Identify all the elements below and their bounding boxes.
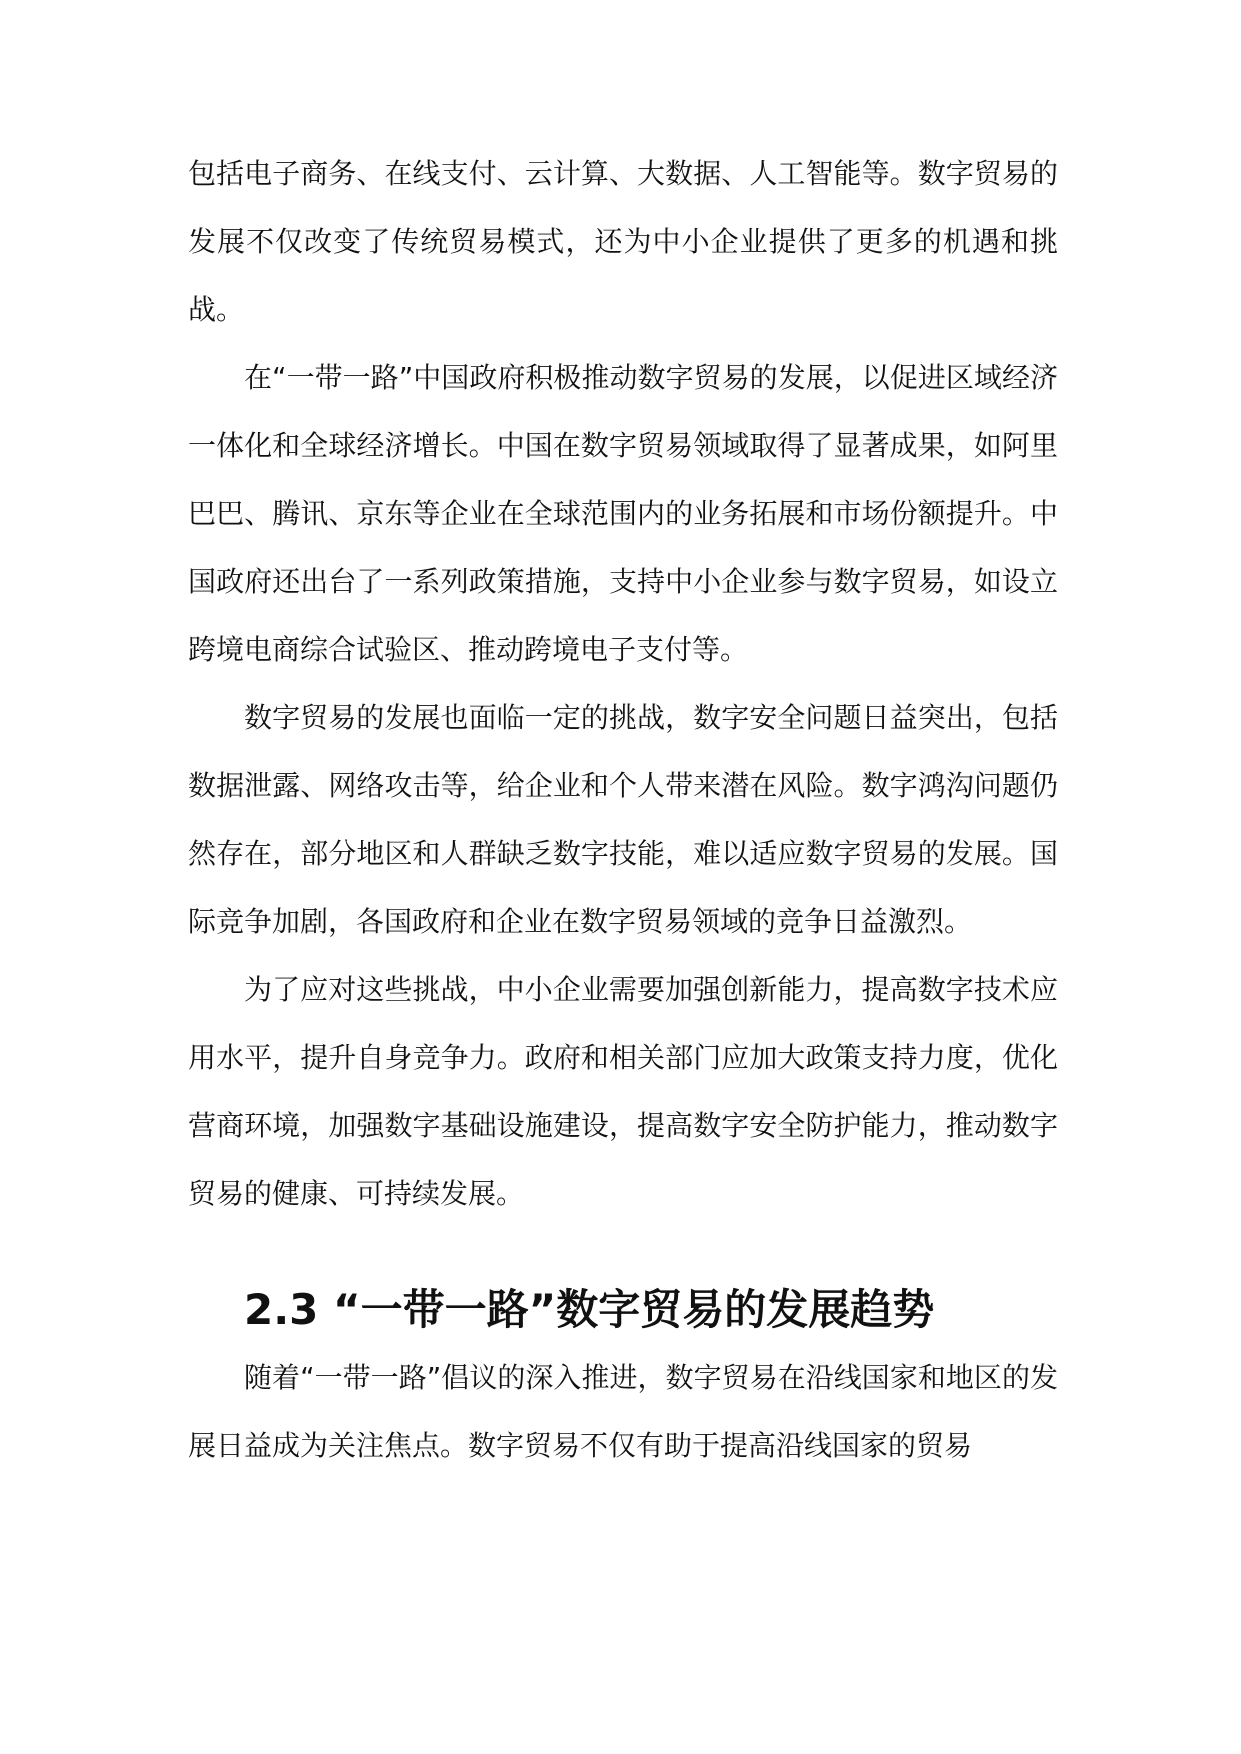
paragraph-section-intro: 随着“一带一路”倡议的深入推进，数字贸易在沿线国家和地区的发展日益成为关注焦点。数字贸易不仅有助于提高沿线国家的贸易 bbox=[188, 1361, 1058, 1462]
document-body bbox=[188, 140, 1058, 1480]
paragraph-responses: 为了应对这些挑战，中小企业需要加强创新能力，提高数字技术应用水平，提升自身竞争力。政府和相关部门应加大政策支持力度，优化营商环境，加强数字基础设施建设，提高数字安全防护能力，推动数字贸易的健康、可持续发展。 bbox=[188, 973, 1058, 1210]
section-heading: 2.3 “一带一路”数字贸易的发展趋势 bbox=[244, 1285, 935, 1334]
paragraph-challenges: 数字贸易的发展也面临一定的挑战，数字安全问题日益突出，包括数据泄露、网络攻击等，给企业和个人带来潜在风险。数字鸿沟问题仍然存在，部分地区和人群缺乏数字技能，难以适应数字贸易的发展。国际竞争加剧，各国政府和企业在数字贸易领域的竞争日益激烈。 bbox=[188, 701, 1058, 938]
paragraph-belt-and-road-policy: 在“一带一路”中国政府积极推动数字贸易的发展，以促进区域经济一体化和全球经济增长。中国在数字贸易领域取得了显著成果，如阿里巴巴、腾讯、京东等企业在全球范围内的业务拓展和市场份额提升。中国政府还出台了一系列政策措施，支持中小企业参与数字贸易，如设立跨境电商综合试验区、推动跨境电子支付等。 bbox=[188, 361, 1058, 666]
paragraph-continued: 包括电子商务、在线支付、云计算、大数据、人工智能等。数字贸易的发展不仅改变了传统贸易模式，还为中小企业提供了更多的机遇和挑战。 bbox=[188, 157, 1058, 326]
